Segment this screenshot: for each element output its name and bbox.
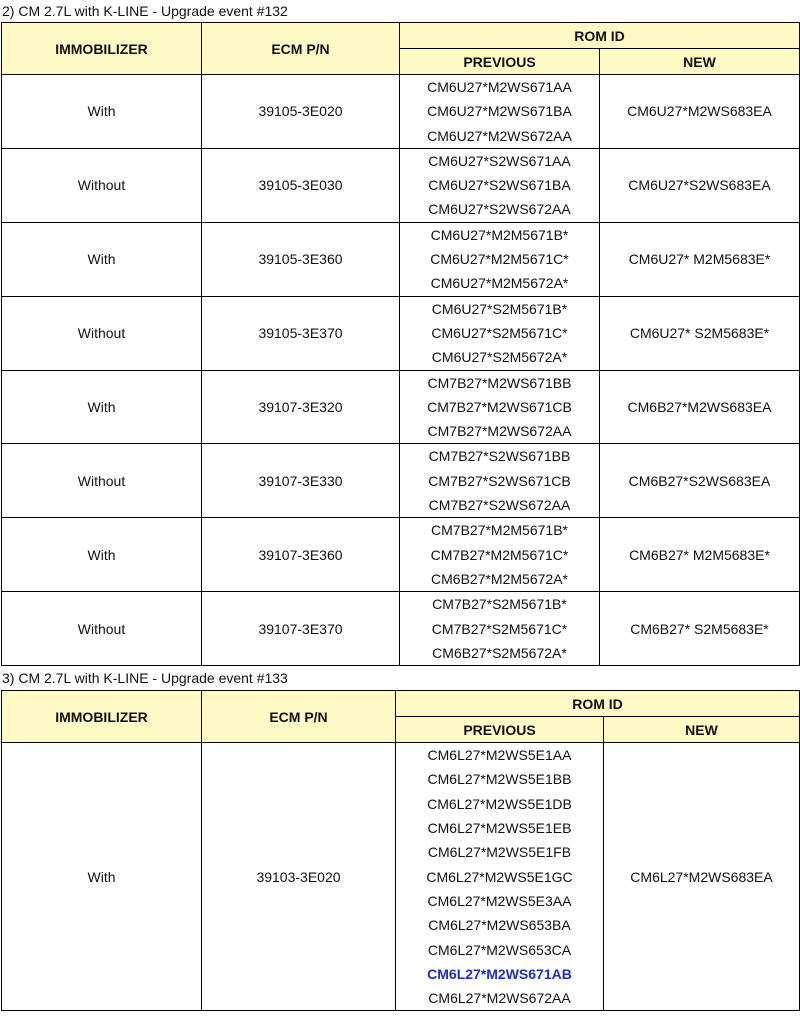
immobilizer-cell: With: [2, 518, 202, 592]
new-rom-cell: CM6B27* M2M5683E*: [600, 518, 800, 592]
header-immobilizer: IMMOBILIZER: [2, 691, 202, 743]
previous-rom-id: CM6L27*M2WS653BA: [428, 917, 571, 934]
previous-rom-cell: [396, 743, 604, 1011]
header-ecm-pn: ECM P/N: [202, 23, 400, 75]
immobilizer-cell: With: [2, 75, 202, 149]
previous-rom-id: CM6L27*M2WS672AA: [428, 990, 571, 1007]
previous-rom-id: CM6U27*M2WS671AA: [427, 79, 572, 95]
new-rom-cell: CM6B27* S2M5683E*: [600, 592, 800, 666]
previous-rom-id: CM6L27*M2WS5E1EB: [427, 820, 572, 837]
table-row: [2, 296, 800, 370]
ecm-pn-cell: 39107-3E370: [202, 592, 400, 666]
previous-rom-list: [400, 149, 599, 222]
previous-rom-id: CM6U27*S2M5671C*: [431, 324, 568, 341]
immobilizer-cell: With: [2, 222, 202, 296]
previous-rom-id: CM6U27*S2WS672AA: [428, 201, 571, 218]
previous-rom-id: CM7B27*S2WS671BB: [428, 448, 571, 465]
previous-rom-id: CM7B27*M2M5671C*: [430, 546, 569, 563]
ecm-pn-cell: 39105-3E020: [202, 75, 400, 149]
previous-rom-list: [400, 518, 599, 591]
previous-rom-list: [396, 743, 603, 1010]
previous-rom-id: CM6U27*S2M5671B*: [431, 300, 568, 317]
previous-rom-id: CM6L27*M2WS5E1GC: [426, 868, 573, 885]
previous-rom-cell: [400, 222, 600, 296]
new-rom-cell: CM6U27*M2WS683EA: [600, 75, 800, 149]
previous-rom-id: CM6L27*M2WS5E1DB: [427, 795, 572, 812]
section-2: [0, 666, 800, 1011]
previous-rom-id: CM6U27*S2WS671AA: [428, 152, 571, 169]
previous-rom-id: CM6U27*M2M5671B*: [430, 226, 569, 243]
header-new: NEW: [604, 717, 800, 743]
table-row: [2, 222, 800, 296]
immobilizer-cell: With: [2, 743, 202, 1011]
previous-rom-id: CM6U27*M2WS672AA: [427, 127, 572, 144]
previous-rom-id: CM6U27*M2M5672A*: [430, 275, 569, 292]
new-rom-cell: CM6B27*M2WS683EA: [600, 370, 800, 444]
header-rom-id: ROM ID: [400, 23, 800, 49]
previous-rom-id: CM7B27*S2WS672AA: [428, 497, 571, 514]
previous-rom-id: CM6L27*M2WS5E1AA: [427, 747, 572, 764]
previous-rom-id: CM6L27*M2WS653CA: [427, 941, 572, 958]
previous-rom-id: CM6U27*S2WS671BA: [428, 177, 571, 194]
new-rom-cell: CM6B27*S2WS683EA: [600, 444, 800, 518]
table-row: [2, 75, 800, 149]
ecm-pn-cell: 39107-3E330: [202, 444, 400, 518]
table-row: [2, 370, 800, 444]
previous-rom-cell: [400, 444, 600, 518]
previous-rom-cell: [400, 592, 600, 666]
table-row: [2, 444, 800, 518]
header-ecm-pn: ECM P/N: [202, 691, 396, 743]
header-rom-id: ROM ID: [396, 691, 800, 717]
previous-rom-list: [400, 371, 599, 444]
rom-table-event-133-body: [2, 743, 800, 1011]
previous-rom-id: CM7B27*M2WS672AA: [427, 423, 572, 440]
immobilizer-cell: Without: [2, 148, 202, 222]
previous-rom-id: CM6L27*M2WS5E1BB: [427, 771, 572, 788]
ecm-pn-cell: 39105-3E030: [202, 148, 400, 222]
header-previous: PREVIOUS: [400, 49, 600, 75]
table-row: [2, 518, 800, 592]
previous-rom-id: CM6L27*M2WS5E3AA: [427, 892, 572, 909]
table-row: [2, 148, 800, 222]
previous-rom-id: CM6L27*M2WS671AB: [427, 965, 572, 982]
previous-rom-id: CM7B27*S2M5671C*: [431, 620, 568, 637]
header-new: NEW: [600, 49, 800, 75]
previous-rom-id: CM7B27*S2M5671B*: [432, 596, 567, 613]
immobilizer-cell: Without: [2, 592, 202, 666]
immobilizer-cell: Without: [2, 444, 202, 518]
ecm-pn-cell: 39105-3E360: [202, 222, 400, 296]
table-row: [2, 592, 800, 666]
previous-rom-id: CM7B27*M2WS671CB: [427, 398, 572, 415]
previous-rom-id: CM6U27*M2M5671C*: [430, 251, 569, 268]
ecm-pn-cell: 39107-3E360: [202, 518, 400, 592]
rom-table-event-132-body: [2, 75, 800, 666]
previous-rom-id: CM6B27*M2M5672A*: [431, 570, 568, 587]
previous-rom-id: CM6U27*S2M5672A*: [431, 349, 568, 366]
previous-rom-cell: [400, 148, 600, 222]
section-1-title: 2) CM 2.7L with K-LINE - Upgrade event #132: [2, 3, 288, 19]
previous-rom-cell: [400, 518, 600, 592]
ecm-pn-cell: 39107-3E320: [202, 370, 400, 444]
new-rom-cell: CM6U27*S2WS683EA: [600, 148, 800, 222]
table-row: [2, 743, 800, 1011]
previous-rom-cell: [400, 370, 600, 444]
previous-rom-list: [400, 444, 599, 517]
ecm-pn-cell: 39105-3E370: [202, 296, 400, 370]
previous-rom-cell: [400, 75, 600, 149]
rom-table-event-133: [1, 690, 800, 1011]
header-previous: PREVIOUS: [396, 717, 604, 743]
previous-rom-cell: [400, 296, 600, 370]
header-immobilizer: IMMOBILIZER: [2, 23, 202, 75]
section-2-title: 3) CM 2.7L with K-LINE - Upgrade event #133: [2, 670, 288, 687]
rom-table-event-132: [1, 22, 800, 666]
new-rom-cell: CM6U27* S2M5683E*: [600, 296, 800, 370]
previous-rom-id: CM7B27*M2WS671BB: [427, 374, 572, 391]
new-rom-cell: CM6U27* M2M5683E*: [600, 222, 800, 296]
previous-rom-id: CM6B27*S2M5672A*: [432, 644, 567, 661]
previous-rom-id: CM6L27*M2WS5E1FB: [427, 844, 572, 861]
previous-rom-list: [400, 75, 599, 148]
previous-rom-list: [400, 297, 599, 370]
immobilizer-cell: With: [2, 370, 202, 444]
ecm-pn-cell: 39103-3E020: [202, 743, 396, 1011]
previous-rom-id: CM7B27*S2WS671CB: [428, 472, 571, 489]
previous-rom-id: CM6U27*M2WS671BA: [427, 103, 572, 120]
previous-rom-list: [400, 592, 599, 665]
new-rom-cell: CM6L27*M2WS683EA: [604, 743, 800, 1011]
previous-rom-id: CM7B27*M2M5671B*: [431, 522, 568, 539]
immobilizer-cell: Without: [2, 296, 202, 370]
previous-rom-list: [400, 223, 599, 296]
